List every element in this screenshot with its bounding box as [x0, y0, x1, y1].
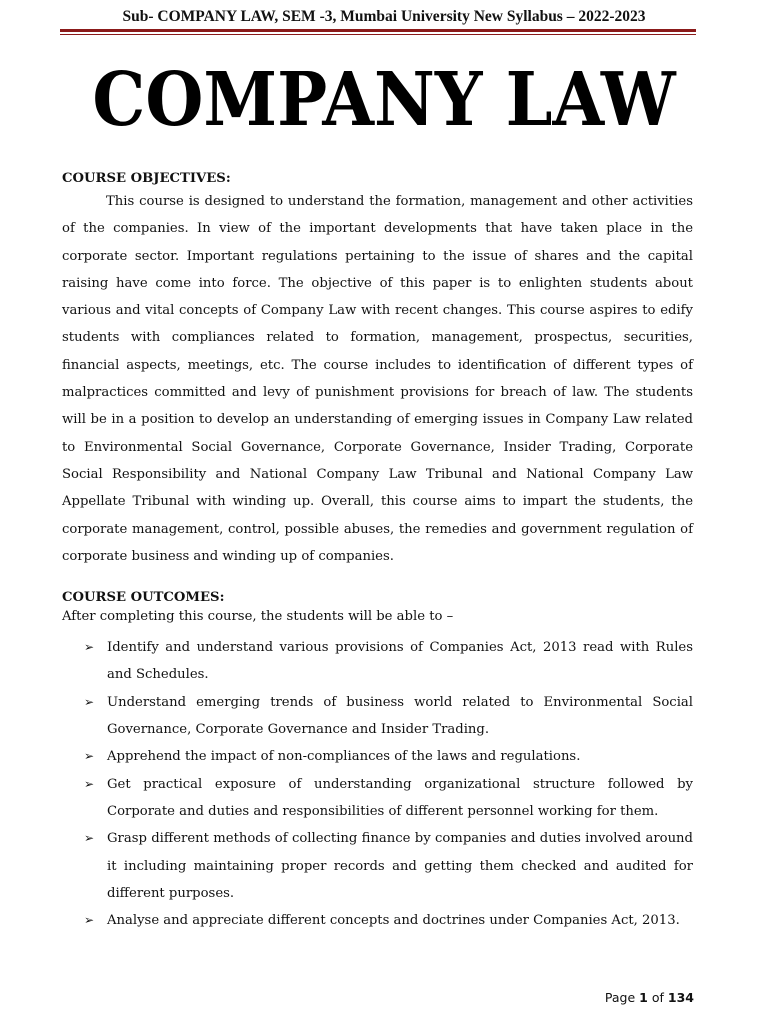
header-rule-thick — [60, 29, 696, 32]
list-item — [62, 689, 693, 744]
of-word: of — [651, 990, 664, 1005]
list-item — [62, 743, 693, 770]
outcomes-intro: After completing this course, the students will be able to – — [62, 609, 454, 625]
list-item-text: Analyse and appreciate different concepts and doctrines under Companies Act, 2013. — [107, 913, 680, 929]
document-title: COMPANY LAW — [92, 57, 676, 143]
arrow-bullet-icon: ➢ — [84, 694, 95, 709]
outcomes-heading: COURSE OUTCOMES: — [62, 590, 225, 606]
list-item-text: Understand emerging trends of business world related to Environmental Social Governance, Corporate Governance and Insider Trading. — [107, 694, 693, 738]
arrow-bullet-icon: ➢ — [84, 749, 95, 764]
list-item — [62, 634, 693, 689]
page-footer — [605, 990, 694, 1005]
section-spacer — [62, 570, 693, 589]
arrow-bullet-icon: ➢ — [84, 640, 95, 655]
outcomes-list — [62, 634, 693, 934]
page-word: Page — [604, 990, 636, 1005]
arrow-bullet-icon: ➢ — [84, 913, 95, 928]
list-item-text: Grasp different methods of collecting finance by companies and duties involved around it including maintaining proper records and getting them checked and audited for different purposes. — [107, 831, 693, 901]
list-item — [62, 907, 693, 934]
list-item-text: Apprehend the impact of non-compliances of the laws and regulations. — [107, 749, 581, 765]
arrow-bullet-icon: ➢ — [84, 831, 95, 846]
arrow-bullet-icon: ➢ — [84, 776, 95, 791]
running-header: Sub- COMPANY LAW, SEM -3, Mumbai University New Syllabus – 2022-2023 — [122, 8, 646, 25]
page-content — [62, 170, 693, 934]
header-rule-thin — [60, 34, 696, 35]
objectives-heading: COURSE OBJECTIVES: — [62, 171, 231, 186]
objectives-paragraph: This course is designed to understand the formation, management and other activities of the companies. In view of the important developments that have taken place in the corporate sector. Important regulations pertaining to the issue of shares and the capital raising have come into force. The objective of this paper is to enlighten students about various and vital concepts of Company Law with recent changes. This course aspires to edify students with compliances related to formation, management, prospectus, securities, financial aspects, meetings, etc. The course includes to identification of different types of malpractices committed and levy of punishment provisions for breach of law. The students will be in a position to develop an understanding of emerging issues in Company Law related to Environmental Social Governance, Corporate Governance, Insider Trading, Corporate Social Responsibility and National Company Law Tribunal and National Company Law Appellate Tribunal with winding up. Overall, this course aims to impart the students, the corporate management, control, possible abuses, the remedies and government regulation of corporate business and winding up of companies. — [62, 194, 693, 564]
list-item-text: Get practical exposure of understanding organizational structure followed by Corporate and duties and responsibilities of different personnel working for them. — [107, 776, 693, 819]
list-item — [62, 825, 693, 907]
list-item-text: Identify and understand various provisions of Companies Act, 2013 read with Rules and Schedules. — [107, 640, 693, 683]
current-page-number: 1 — [639, 990, 648, 1005]
list-item — [62, 771, 693, 826]
total-page-count: 134 — [667, 990, 694, 1005]
